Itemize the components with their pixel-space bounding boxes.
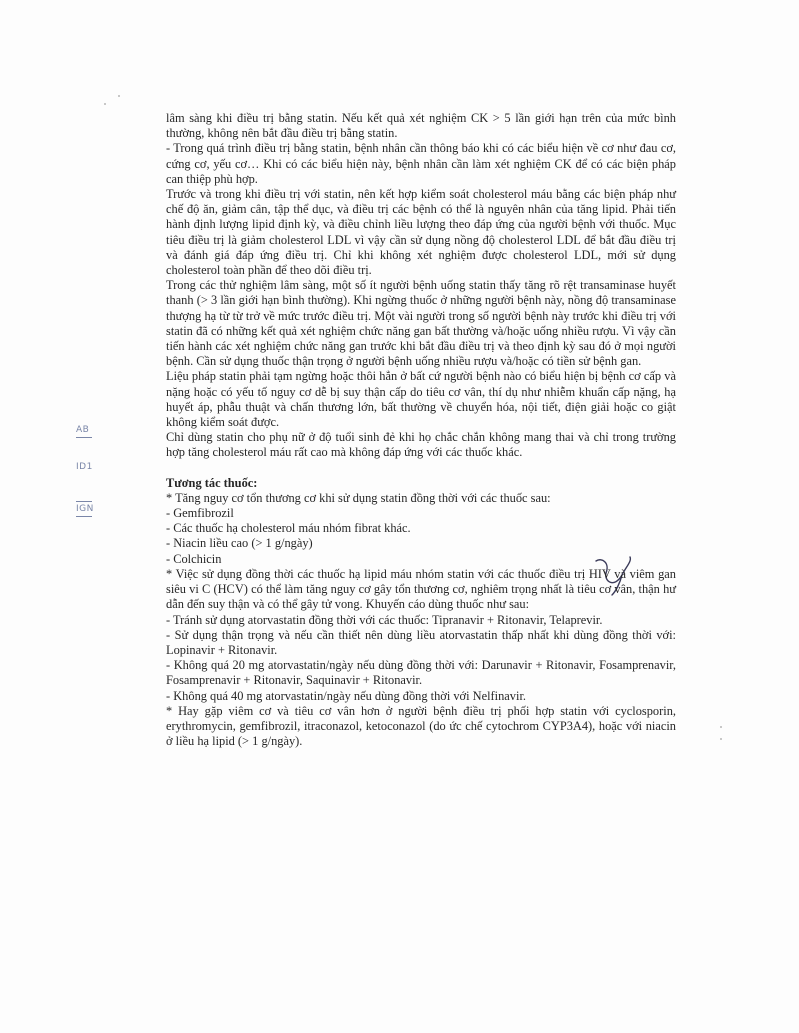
paragraph: Trong các thử nghiệm lâm sàng, một số ít người bệnh uống statin thấy tăng rõ rệt transaminase huyết thanh (> 3 lần giới hạn bình thường). Khi ngừng thuốc ở những người bệnh này, nồng độ transaminase thượng hạ từ từ trở về mức trước điều trị. Một vài người trong số người bệnh này trước khi điều trị với statin đã có những kết quả xét nghiệm chức năng gan bất thường và/hoặc uống nhiều rượu. Vì vậy cần tiến hành các xét nghiệm chức năng gan trước khi bắt đầu điều trị và theo định kỳ sau đó ở mọi người bệnh. Cần sử dụng thuốc thận trọng ở người bệnh uống nhiều rượu và/hoặc có tiền sử bệnh gan. [166,278,676,369]
margin-stamp: ID1 [76,462,93,472]
scan-speck [720,738,722,740]
list-item: - Không quá 40 mg atorvastatin/ngày nếu dùng đồng thời với Nelfinavir. [166,688,526,703]
document-body [166,111,676,749]
list-item: - Không quá 20 mg atorvastatin/ngày nếu dùng đồng thời với: Darunavir + Ritonavir, Fosamprenavir, Fosamprenavir + Ritonavir, Saquinavir + Ritonavir. [166,658,676,688]
paragraph: - Trong quá trình điều trị bằng statin, bệnh nhân cần thông báo khi có các biểu hiện về cơ như đau cơ, cứng cơ, yếu cơ… Khi có các biểu hiện này, bệnh nhân cần làm xét nghiệm CK để có các biện pháp can thiệp phù hợp. [166,141,676,186]
list-item: - Sử dụng thận trọng và nếu cần thiết nên dùng liều atorvastatin thấp nhất khi dùng đồng thời với: Lopinavir + Ritonavir. [166,627,676,657]
scan-speck [118,95,120,97]
paragraph: Liệu pháp statin phải tạm ngừng hoặc thôi hẳn ở bất cứ người bệnh nào có biểu hiện bị bệnh cơ cấp và nặng hoặc có yếu tố nguy cơ dễ bị suy thận cấp do tiêu cơ vân, thí dụ như nhiễm khuẩn cấp nặng, hạ huyết áp, phẫu thuật và chấn thương lớn, bất thường về chuyển hóa, nội tiết, điện giải hoặc co giật không kiểm soát được. [166,369,676,430]
list-item: - Colchicin [166,551,222,566]
list-item: - Gemfibrozil [166,506,234,521]
paragraph: * Việc sử dụng đồng thời các thuốc hạ lipid máu nhóm statin với các thuốc điều trị HIV và viêm gan siêu vi C (HCV) có thể làm tăng nguy cơ gây tổn thương cơ, nghiêm trọng nhất là tiêu cơ vân, thận hư dẫn đến suy thận và có thể gây tử vong. Khuyến cáo dùng thuốc như sau: [166,566,676,612]
paragraph: * Hay gặp viêm cơ và tiêu cơ vân hơn ở người bệnh điều trị phối hợp statin với cyclosporin, erythromycin, gemfibrozil, itraconazol, ketoconazol (do ức chế cytochrom CYP3A4), hoặc với niacin ở liều hạ lipid (> 1 g/ngày). [166,703,676,749]
scan-speck [104,103,106,105]
list-item: - Niacin liều cao (> 1 g/ngày) [166,536,313,551]
section-heading: Tương tác thuốc: [166,475,258,490]
paragraph: Chỉ dùng statin cho phụ nữ ở độ tuổi sinh đẻ khi họ chắc chắn không mang thai và chỉ trong trường hợp tăng cholesterol máu rất cao mà không đáp ứng với các thuốc khác. [166,430,676,460]
list-item: - Tránh sử dụng atorvastatin đồng thời với các thuốc: Tipranavir + Ritonavir, Telaprevir. [166,612,603,627]
margin-stamp: AB [76,425,92,438]
margin-stamp: IGN [76,499,94,517]
scan-speck [720,726,722,728]
list-item: - Các thuốc hạ cholesterol máu nhóm fibrat khác. [166,521,411,536]
paragraph: * Tăng nguy cơ tổn thương cơ khi sử dụng statin đồng thời với các thuốc sau: [166,490,551,505]
paragraph: Trước và trong khi điều trị với statin, nên kết hợp kiểm soát cholesterol máu bằng các biện pháp như chế độ ăn, giảm cân, tập thể dục, và điều trị các bệnh có thể là nguyên nhân của tăng lipid. Phải tiến hành định lượng lipid định kỳ, và điều chỉnh liều lượng theo đáp ứng của người bệnh với thuốc. Mục tiêu điều trị là giảm cholesterol LDL vì vậy cần sử dụng nồng độ cholesterol LDL để bắt đầu điều trị và đánh giá đáp ứng điều trị. Chỉ khi không xét nghiệm được cholesterol LDL, mới sử dụng cholesterol toàn phần để theo dõi điều trị. [166,187,676,278]
paragraph: lâm sàng khi điều trị bằng statin. Nếu kết quả xét nghiệm CK > 5 lần giới hạn trên của mức bình thường, không nên bắt đầu điều trị bằng statin. [166,111,676,141]
